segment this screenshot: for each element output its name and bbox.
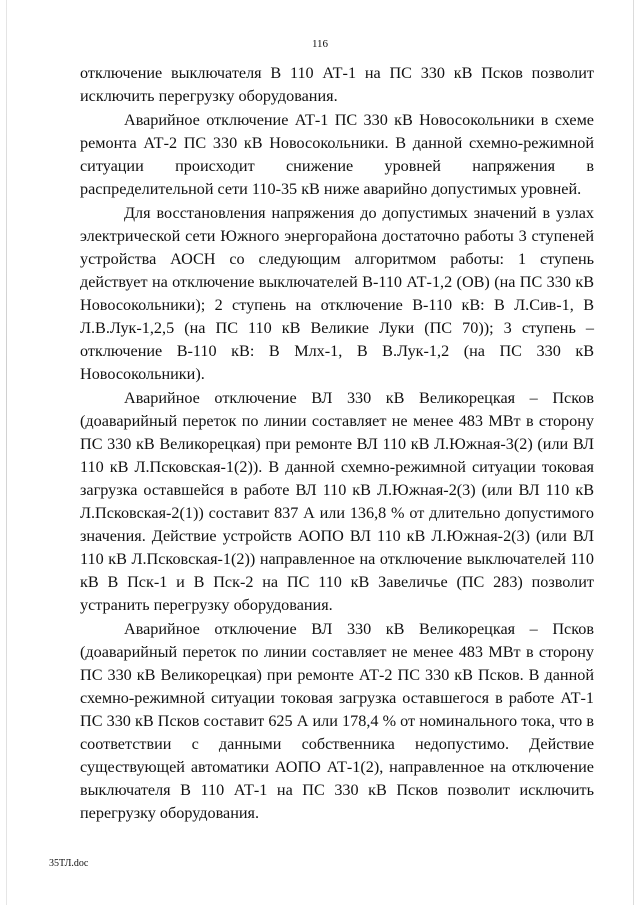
paragraph-aosn-stages: Для восстановления напряжения до допустимых значений в узлах электрической сети Южного энергорайона достаточно работы 3 ступеней устройства АОСН со следующим алгоритмом работы: 1 ступень действует на отключение выключателей В-110 АТ-1,2 (ОВ) (на ПС 330 кВ Новосокольники); 2 ступень на отключение В-110 кВ: В Л.Сив-1, В Л.В.Лук-1,2,5 (на ПС 110 кВ Великие Луки (ПС 70)); 3 ступень – отключение В-110 кВ: В Млх-1, В В.Лук-1,2 (на ПС 330 кВ Новосокольники). <box>80 204 594 383</box>
scan-edge-left <box>6 0 7 905</box>
footer-filename: 35ТЛ.doc <box>49 858 89 869</box>
page-number: 116 <box>311 38 329 50</box>
paragraph-at1-novosokolniki: Аварийное отключение АТ-1 ПС 330 кВ Новосокольники в схеме ремонта АТ-2 ПС 330 кВ Новосокольники. В данной схемно-режимной ситуации происходит снижение уровней напряжения в распределительной сети 110-35 кВ ниже аварийно допустимых уровней. <box>80 111 594 198</box>
document-body <box>80 62 594 825</box>
paragraph-vl330-repair-vl110: Аварийное отключение ВЛ 330 кВ Великорецкая – Псков (доаварийный переток по линии составляет не менее 483 МВт в сторону ПС 330 кВ Великорецкая) при ремонте ВЛ 110 кВ Л.Южная-3(2) (или ВЛ 110 кВ Л.Псковская-1(2)). В данной схемно-режимной ситуации токовая загрузка оставшейся в работе ВЛ 110 кВ Л.Южная-2(3) (или ВЛ 110 кВ Л.Псковская-2(1)) составит 837 А или 136,8 % от длительно допустимого значения. Действие устройств АОПО ВЛ 110 кВ Л.Южная-2(3) (или ВЛ 110 кВ Л.Псковская-1(2)) направленное на отключение выключателей 110 кВ В Пск-1 и В Пск-2 на ПС 110 кВ Завеличье (ПС 283) позволит устранить перегрузку оборудования. <box>80 389 594 614</box>
paragraph-continuation: отключение выключателя В 110 АТ-1 на ПС 330 кВ Псков позволит исключить перегрузку оборудования. <box>80 64 594 105</box>
paragraph-vl330-repair-at2: Аварийное отключение ВЛ 330 кВ Великорецкая – Псков (доаварийный переток по линии составляет не менее 483 МВт в сторону ПС 330 кВ Великорецкая) при ремонте АТ-2 ПС 330 кВ Псков. В данной схемно-режимной ситуации токовая загрузка оставшегося в работе АТ-1 ПС 330 кВ Псков составит 625 А или 178,4 % от номинального тока, что в соответствии с данными собственника недопустимо. Действие существующей автоматики АОПО АТ-1(2), направленное на отключение выключателя В 110 АТ-1 на ПС 330 кВ Псков позволит исключить перегрузку оборудования. <box>80 620 594 822</box>
scan-edge-right <box>633 0 634 905</box>
